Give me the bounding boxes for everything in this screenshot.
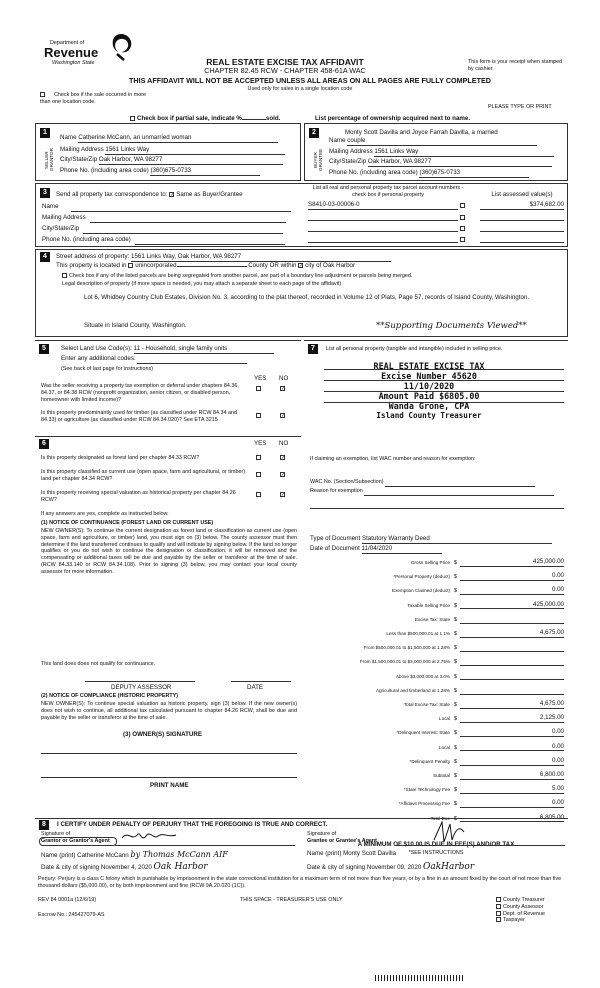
checkbox-checked-icon[interactable] — [280, 492, 285, 497]
calc-label: Local — [439, 744, 450, 750]
wac-row — [310, 479, 535, 487]
calc-label: *Affidavit Processing Fee — [398, 801, 450, 807]
calc-dollar: $ — [454, 602, 457, 609]
calc-label: Subtotal — [433, 773, 450, 778]
additional-input[interactable] — [137, 355, 247, 364]
personal-property-section — [304, 340, 568, 460]
located-row — [56, 262, 355, 270]
legal-description[interactable]: Lot 6, Whidbey Country Club Estates, Division No. 3, according to the plat thereof, recorded in Volume 12 of Plats, Page 57, records of Island County, Washington. — [84, 294, 530, 301]
section-number: 5 — [39, 344, 49, 354]
minimum-due: A MINIMUM OF $10.00 IS DUE IN FEE(S) AND/OR TAX — [357, 841, 515, 848]
checkbox-icon[interactable] — [256, 472, 261, 477]
located-label: This property is located in — [56, 262, 127, 269]
partial-sale-label: Check box if partial sale, indicate % — [137, 115, 242, 122]
calc-value[interactable] — [460, 672, 564, 681]
seller-city[interactable]: Oak Harbor, WA 98277 — [99, 156, 283, 165]
doc-date-row — [310, 545, 442, 554]
c-phone-row — [42, 236, 302, 245]
correspondence-row — [56, 191, 243, 199]
calc-dollar: $ — [454, 645, 457, 652]
form-title: REAL ESTATE EXCISE TAX AFFIDAVIT — [206, 57, 364, 67]
stamp-excise-number: Excise Number 45620 — [381, 371, 477, 381]
calc-label: From $1,500,000.01 to $3,000,000 at 2.75% — [359, 659, 450, 665]
calc-value[interactable] — [460, 643, 564, 652]
c-city-row — [42, 225, 302, 234]
section-number: 8 — [39, 820, 49, 830]
calc-value[interactable]: 0.00 — [460, 743, 564, 752]
partial-sale-row[interactable] — [130, 115, 280, 123]
calc-row — [304, 656, 568, 668]
calc-dollar: $ — [454, 744, 457, 751]
land-use-row — [61, 345, 274, 354]
section-number: 4 — [40, 252, 50, 262]
calc-label: Taxable Selling Price — [407, 602, 450, 608]
grantee-label: Grantee or Grantee's Agent — [307, 838, 377, 844]
grantor-date[interactable]: November 4, 2020 — [100, 864, 152, 871]
calc-value[interactable]: 2,125.00 — [460, 714, 564, 723]
seller-city-row — [60, 156, 296, 165]
buyer-section — [304, 123, 568, 181]
calc-label: *Delinquent Penalty — [409, 758, 450, 764]
c-name-row — [42, 203, 302, 212]
notice2-text: NEW OWNER(S): To continue special valuation as historic property, sign (3) below. If the new owner(s) does not wish to continue, all additional tax calculated pursuant to chapter 84.26 RCW, shall be due and payable by the seller or transferor at the time of sale. — [41, 701, 297, 721]
calc-row — [304, 585, 568, 597]
q5-1: Was the seller receiving a property tax exemption or deferral under chapters 84.36, 84.37, or 84.38 RCW (nonprofit organization, senior citizen, or disabled person, homeowner with limited income)? — [41, 383, 239, 403]
copy-item[interactable] — [496, 897, 566, 904]
property-section — [35, 249, 568, 337]
correspondence-label: Send all property tax correspondence to: — [56, 191, 168, 198]
calc-value[interactable]: 425,000.00 — [460, 601, 564, 610]
c-address-input[interactable] — [90, 214, 286, 223]
calc-dollar: $ — [454, 758, 457, 765]
calc-dollar: $ — [454, 773, 457, 779]
section-number: 2 — [309, 128, 319, 138]
calc-label: Local — [439, 716, 450, 722]
deputy-label: DEPUTY ASSESSOR — [111, 684, 172, 691]
c-name-input[interactable] — [71, 203, 291, 212]
calc-value[interactable]: 5.00 — [460, 785, 564, 794]
copy-item[interactable] — [496, 904, 566, 911]
calc-row — [304, 685, 568, 697]
grantor-sig-line — [115, 845, 295, 846]
owner-signature-line[interactable] — [41, 753, 297, 754]
calc-value[interactable] — [460, 657, 564, 666]
ownership-note: List percentage of ownership acquired next to name. — [315, 115, 471, 122]
receipt-note: This form is your receipt when stamped by cashier. — [468, 59, 563, 72]
yes-header: YES — [254, 375, 267, 382]
buyer-city[interactable]: Oak Harbor, WA 98277 — [368, 158, 552, 167]
calc-row — [304, 671, 568, 683]
doc-date[interactable]: 11/04/2020 — [362, 545, 442, 554]
seller-name-label: Name — [60, 134, 77, 141]
grantor-city[interactable]: Oak Harbor — [153, 862, 208, 872]
exemption-claim-label: If claiming an exemption, list WAC number and reason for exemption: — [310, 456, 476, 462]
calc-label: Less than $500,000.01 at 1.1% — [386, 631, 450, 636]
reason-line[interactable] — [310, 508, 564, 509]
buyer-city-label: City/State/Zip — [329, 158, 367, 165]
grantee-signature[interactable] — [430, 815, 470, 846]
yes-header: YES — [254, 440, 267, 447]
calc-value[interactable]: 0.00 — [460, 757, 564, 766]
assessed-line[interactable] — [480, 220, 564, 221]
calc-dollar: $ — [454, 787, 457, 794]
personal-property-label: List all personal property (tangible and intangible) included in selling price. — [326, 346, 503, 352]
seller-section — [35, 123, 301, 181]
copy-label: Dept. of Revenue — [503, 910, 545, 917]
assessed-line[interactable] — [480, 231, 564, 232]
checkbox-icon[interactable] — [256, 492, 261, 497]
calc-label: *Personal Property (deduct) — [393, 574, 450, 580]
assessed-header: List assessed value(s) — [491, 191, 553, 198]
calc-value[interactable]: 0.00 — [460, 586, 564, 595]
seller-phone-label: Phone No. (including area code) — [60, 167, 149, 174]
grantor-label-circle — [39, 837, 117, 846]
calc-row — [304, 557, 568, 569]
grantee-city[interactable]: OakHarbor — [422, 862, 475, 872]
seller-phone-row — [60, 167, 296, 176]
certify-statement: I CERTIFY UNDER PENALTY OF PERJURY THAT THE FOREGOING IS TRUE AND CORRECT. — [57, 821, 328, 828]
calc-dollar: $ — [454, 588, 457, 595]
checkbox-icon — [496, 911, 501, 916]
q6-1: Is this property designated as forest land per chapter 84.33 RCW? — [41, 455, 200, 461]
parcel-line[interactable] — [308, 231, 458, 232]
copy-item[interactable] — [496, 911, 566, 918]
if-yes: If any answers are yes, complete as instructed below. — [41, 511, 169, 517]
buyer-address-label: Mailing Address — [329, 148, 373, 155]
grantor-by[interactable]: by Thomas McCann AIF — [130, 850, 228, 859]
no-header: NO — [279, 375, 289, 382]
c-name-label: Name — [42, 203, 59, 210]
section-number: 1 — [40, 128, 50, 138]
checkbox-checked-icon[interactable] — [280, 472, 285, 477]
calc-row — [304, 798, 568, 810]
q6-3: Is this property receiving special valuation as historical property per chapter 84.26 RCW? — [41, 490, 236, 503]
barcode-mark — [375, 975, 465, 981]
dor-swirl-icon — [108, 32, 134, 62]
checkbox-checked-icon[interactable] — [169, 192, 174, 197]
calc-value[interactable] — [460, 615, 564, 624]
owner-signature-label: (3) OWNER(S) SIGNATURE — [123, 731, 202, 738]
logo-state: Washington State — [52, 60, 95, 66]
calc-dollar: $ — [454, 616, 457, 623]
checkbox-icon[interactable] — [460, 203, 465, 208]
calc-row — [304, 699, 568, 711]
date-label: DATE — [247, 684, 264, 691]
buyer-address-row — [329, 148, 565, 157]
form-subtitle: CHAPTER 82.45 RCW - CHAPTER 458-61A WAC — [204, 66, 366, 75]
escrow-number: Escrow No.: 245427079-AS — [38, 912, 105, 918]
buyer-city-row — [329, 158, 565, 167]
calc-row — [304, 770, 568, 782]
seller-address-label: Mailing Address — [60, 146, 104, 153]
calc-value[interactable]: 0.00 — [460, 799, 564, 808]
doc-type-label: Type of Document — [310, 535, 361, 542]
notice1-text: NEW OWNER(S): To continue the current designation as forest land or classification as current use (open space, farm and agriculture, or timber) land, you must sign on (3) below. The county assessor must then determine if the land transferred continues to qualify and will indicate by signing below. If the land no longer qualifies or you do not wish to continue the designation or classification, it will be removed and the compensating or additional taxes will be due and payable by the seller or transferor at the time of sale. (RCW 84.33.140 or RCW 84.34.108). Prior to signing (3) below, you may contact your local county assessor for more information. — [41, 528, 297, 575]
doc-type-row — [310, 535, 552, 544]
checkbox-icon — [40, 92, 45, 97]
checkbox-icon[interactable] — [62, 273, 67, 278]
wac-label: WAC No. (Section/Subsection) — [310, 479, 384, 485]
name-label: Name (print) — [307, 850, 342, 857]
seller-phone[interactable]: (360)675-0733 — [150, 167, 260, 176]
stamp-date: 11/10/2020 — [403, 381, 455, 391]
multi-location-label: Check box if the sale occurred in more than one location code. — [40, 92, 146, 105]
seller-side-label: SELLER GRANTOR — [44, 148, 54, 172]
buyer-phone[interactable]: (360)675-0733 — [419, 169, 529, 178]
calc-dollar: $ — [454, 801, 457, 808]
date-label: Date & city of signing — [41, 864, 100, 871]
section-number: 7 — [308, 344, 318, 354]
dor-logo — [40, 32, 135, 72]
calc-dollar: $ — [454, 702, 457, 708]
correspondence-section — [35, 183, 568, 247]
calc-value[interactable]: 0.00 — [460, 728, 564, 737]
see-back: (See back of last page for instructions) — [61, 366, 153, 372]
calc-dollar: $ — [454, 716, 457, 723]
notice1-title: (1) NOTICE OF CONTINUANCE (FOREST LAND OR CURRENT USE) — [41, 520, 214, 526]
doc-type[interactable]: Statutory Warranty Deed — [362, 535, 552, 544]
calc-row — [304, 713, 568, 725]
c-city-label: City/State/Zip — [42, 225, 80, 232]
please-type: PLEASE TYPE OR PRINT — [488, 104, 552, 110]
parcel-header: List all real and personal property tax parcel account numbers - check box if personal property — [312, 185, 464, 198]
segregated-row — [62, 273, 562, 280]
checkbox-icon[interactable] — [460, 215, 465, 220]
calc-row — [304, 727, 568, 739]
situated: Situate in Island County, Washington. — [84, 322, 187, 329]
designation-section — [35, 436, 301, 806]
no-header: NO — [279, 440, 289, 447]
checkbox-icon[interactable] — [256, 386, 261, 391]
checkbox-icon — [496, 904, 501, 909]
land-use-section — [35, 340, 301, 435]
calc-label: Total Excise Tax: State — [403, 702, 450, 707]
tax-calculation-table — [304, 557, 568, 839]
q5-2: Is this property predominantly used for timber (as classified under RCW 84.34 and 84.33) or agriculture (as classified under RCW 84.34.020)? See ETA 3215 — [41, 410, 237, 423]
buyer-name-label: Name — [329, 137, 346, 144]
single-location-note: Used only for sales in a single location code — [247, 86, 353, 92]
land-use-code[interactable]: 11 - Household, single family units — [134, 345, 274, 354]
grantor-name[interactable]: Catherine McCann — [77, 852, 129, 859]
calc-label: Above $3,000,000 at 3.0% — [395, 673, 450, 679]
form-revision: REV 84 0001a (12/6/19) — [38, 897, 97, 903]
copy-label: Taxpayer — [503, 917, 525, 924]
parcel-number[interactable]: S8410-03-00006-0 — [308, 201, 458, 210]
reason-label: Reason for exemption — [310, 488, 363, 494]
additional-label: Enter any additional codes: — [61, 355, 136, 362]
buyer-name-line1[interactable]: Monty Scott Davilla and Joyce Farrah Davilla, a married — [345, 129, 498, 136]
street-address[interactable]: 1561 Links Way, Oak Harbor, WA 98277 — [131, 253, 391, 262]
checkbox-icon — [130, 116, 135, 121]
seller-name[interactable]: Catherine McCann, an unmarried woman — [78, 134, 278, 143]
grantor-label: Grantor or Grantor's Agent — [41, 838, 110, 844]
multi-location-checkbox[interactable] — [40, 92, 150, 106]
checkbox-icon[interactable] — [128, 263, 133, 268]
copy-label: County Assessor — [503, 903, 544, 910]
c-address-row — [42, 214, 302, 223]
grantor-signature[interactable] — [120, 828, 200, 846]
calc-label: *Delinquent Interest: State — [396, 730, 450, 736]
county-or-within-label: County OR within — [248, 262, 297, 269]
deputy-line[interactable] — [85, 681, 195, 682]
calc-row — [304, 742, 568, 754]
print-name-label: PRINT NAME — [150, 782, 189, 789]
section-number: 6 — [39, 439, 49, 449]
doc-date-label: Date of Document — [310, 545, 360, 552]
assessed-value[interactable]: $374,682.00 — [480, 201, 564, 210]
checkbox-checked-icon[interactable] — [280, 413, 285, 418]
checkbox-icon — [496, 917, 501, 922]
calc-value[interactable] — [460, 686, 564, 695]
seller-address[interactable]: 1561 Links Way — [105, 146, 285, 155]
additional-row — [61, 355, 247, 364]
perjury-note: Perjury: Perjury is a class C felony which is punishable by imprisonment in the state correctional institution for a maximum term of not more than five years, or by a fine in an amount fixed by the court of not more than five thousand dollars ($5,000.00), or by both imprisonment and fine (RCW 9A.20.020 (1C)). — [38, 876, 562, 889]
checkbox-icon[interactable] — [256, 413, 261, 418]
same-as-label: Same as Buyer/Grantee — [176, 191, 243, 198]
stamp-amount: Amount Paid $6805.00 — [378, 391, 480, 401]
reason-input[interactable] — [364, 488, 554, 496]
calc-value[interactable]: 4,675.00 — [460, 629, 564, 638]
grantor-date-row — [41, 862, 208, 873]
grantee-date-row — [307, 862, 474, 873]
name-label: Name (print) — [41, 852, 76, 859]
calc-row — [304, 614, 568, 626]
segregated-label: Check box if any of the listed parcels are being segregated from another parcel, are part of a boundary line adjustment or parcels being merged. — [69, 273, 413, 279]
parcel-line[interactable] — [308, 220, 458, 221]
checkbox-icon[interactable] — [460, 237, 465, 242]
calc-dollar: $ — [454, 574, 457, 581]
date-label: Date & city of signing — [307, 864, 366, 871]
sig-label-grantee: Signature of — [307, 831, 337, 837]
calc-dollar: $ — [454, 659, 457, 666]
print-name-line[interactable] — [41, 777, 297, 778]
see-instructions: *SEE INSTRUCTIONS — [408, 850, 464, 856]
calc-value[interactable]: 6,805.00 — [460, 814, 564, 823]
checkbox-checked-icon[interactable] — [280, 455, 285, 460]
calc-label: From $500,000.01 to $1,500,000 at 1.28% — [363, 645, 450, 651]
notice2-title: (2) NOTICE OF COMPLIANCE (HISTORIC PROPERTY) — [41, 693, 179, 699]
seller-city-label: City/State/Zip — [60, 156, 98, 163]
wac-input[interactable] — [385, 479, 535, 487]
calc-label: Total Due — [430, 815, 450, 821]
copy-item[interactable] — [496, 917, 566, 924]
c-phone-label: Phone No. (including area code) — [42, 236, 131, 243]
grantor-name-row — [41, 850, 228, 860]
buyer-side-label: BUYER GRANTEE — [313, 148, 323, 172]
seller-address-row — [60, 146, 296, 155]
calc-row — [304, 642, 568, 654]
calc-row — [304, 628, 568, 640]
partial-sale-sold: sold. — [265, 115, 281, 122]
calc-label: Excise Tax: State — [414, 616, 450, 622]
c-city-input[interactable] — [83, 225, 283, 234]
calc-label: Agricultural and timberland at 1.28% — [375, 687, 450, 693]
grantee-date[interactable]: November 09, 2020 — [366, 864, 422, 871]
calc-value[interactable]: 425,000.00 — [460, 558, 564, 567]
legal-label: Legal description of property (if more space is needed, you may attach a separate sheet to each page of the affidavit) — [62, 281, 342, 287]
reason-row — [310, 488, 554, 496]
calc-label: *State Technology Fee — [403, 787, 450, 793]
buyer-phone-label: Phone No. (including area code) — [329, 169, 418, 176]
calc-dollar: $ — [454, 815, 457, 822]
q6-2: Is this property classified as current use (open space, farm and agricultural, or timber) land per chapter 84.34 RCW? — [41, 469, 246, 482]
qualify-text: This land does does not qualify for continuance. — [41, 661, 156, 667]
treasurer-only: THIS SPACE - TREASURER'S USE ONLY — [240, 897, 343, 903]
buyer-name-row — [329, 137, 565, 146]
c-phone-input[interactable] — [135, 236, 285, 245]
calc-dollar: $ — [454, 730, 457, 737]
date-line[interactable] — [231, 681, 291, 682]
calc-row — [304, 571, 568, 583]
buyer-phone-row — [329, 169, 565, 178]
unincorporated-label: unincorporated — [135, 262, 177, 269]
calc-row — [304, 600, 568, 612]
parcel-line[interactable] — [308, 242, 458, 243]
excise-tax-stamp — [344, 361, 514, 420]
calc-dollar: $ — [454, 560, 457, 566]
checkbox-checked-icon[interactable] — [298, 263, 303, 268]
seller-name-row — [60, 134, 296, 143]
calc-label: Gross Selling Price — [410, 560, 450, 565]
grantee-name[interactable]: Monty Scott Davilla — [343, 850, 397, 857]
grantee-name-row — [307, 850, 396, 858]
calc-dollar: $ — [454, 673, 457, 680]
checkbox-icon[interactable] — [256, 455, 261, 460]
logo-dept-line: Department of — [50, 40, 85, 46]
calc-row — [304, 756, 568, 768]
supporting-docs: **Supporting Documents Viewed** — [376, 321, 527, 331]
calc-value[interactable]: 6,800.00 — [460, 771, 564, 780]
street-label: Street address of property: — [56, 253, 130, 260]
stamp-treasurer-title: Island County Treasurer — [376, 411, 482, 420]
section-number: 3 — [40, 188, 50, 198]
copy-distribution — [496, 897, 566, 924]
calc-dollar: $ — [454, 687, 457, 694]
calc-value[interactable]: 0.00 — [460, 572, 564, 581]
street-row — [56, 253, 391, 262]
logo-revenue: Revenue — [44, 45, 99, 60]
grantee-sig-line — [395, 845, 565, 846]
copy-label: County Treasurer — [503, 897, 545, 903]
calc-row — [304, 784, 568, 796]
completion-warning: THIS AFFIDAVIT WILL NOT BE ACCEPTED UNLESS ALL AREAS ON ALL PAGES ARE FULLY COMPLETED — [129, 76, 491, 85]
assessed-line[interactable] — [480, 242, 564, 243]
buyer-address[interactable]: 1561 Links Way — [374, 148, 554, 157]
checkbox-icon[interactable] — [460, 226, 465, 231]
calc-value[interactable]: 4,675.00 — [460, 700, 564, 709]
checkbox-checked-icon[interactable] — [280, 386, 285, 391]
calc-dollar: $ — [454, 631, 457, 637]
sig-label-grantor: Signature of — [41, 831, 71, 837]
stamp-title: REAL ESTATE EXCISE TAX — [373, 361, 485, 371]
calc-label: Exemption Claimed (deduct) — [392, 588, 450, 594]
c-address-label: Mailing Address — [42, 214, 86, 221]
buyer-name-line2[interactable]: couple — [347, 137, 537, 146]
land-use-label: Select Land Use Code(s): — [61, 345, 132, 352]
checkbox-icon — [496, 897, 501, 902]
city-of-label: city of Oak Harbor — [305, 262, 356, 269]
stamp-treasurer-name: Wanda Grone, CPA — [388, 401, 470, 411]
